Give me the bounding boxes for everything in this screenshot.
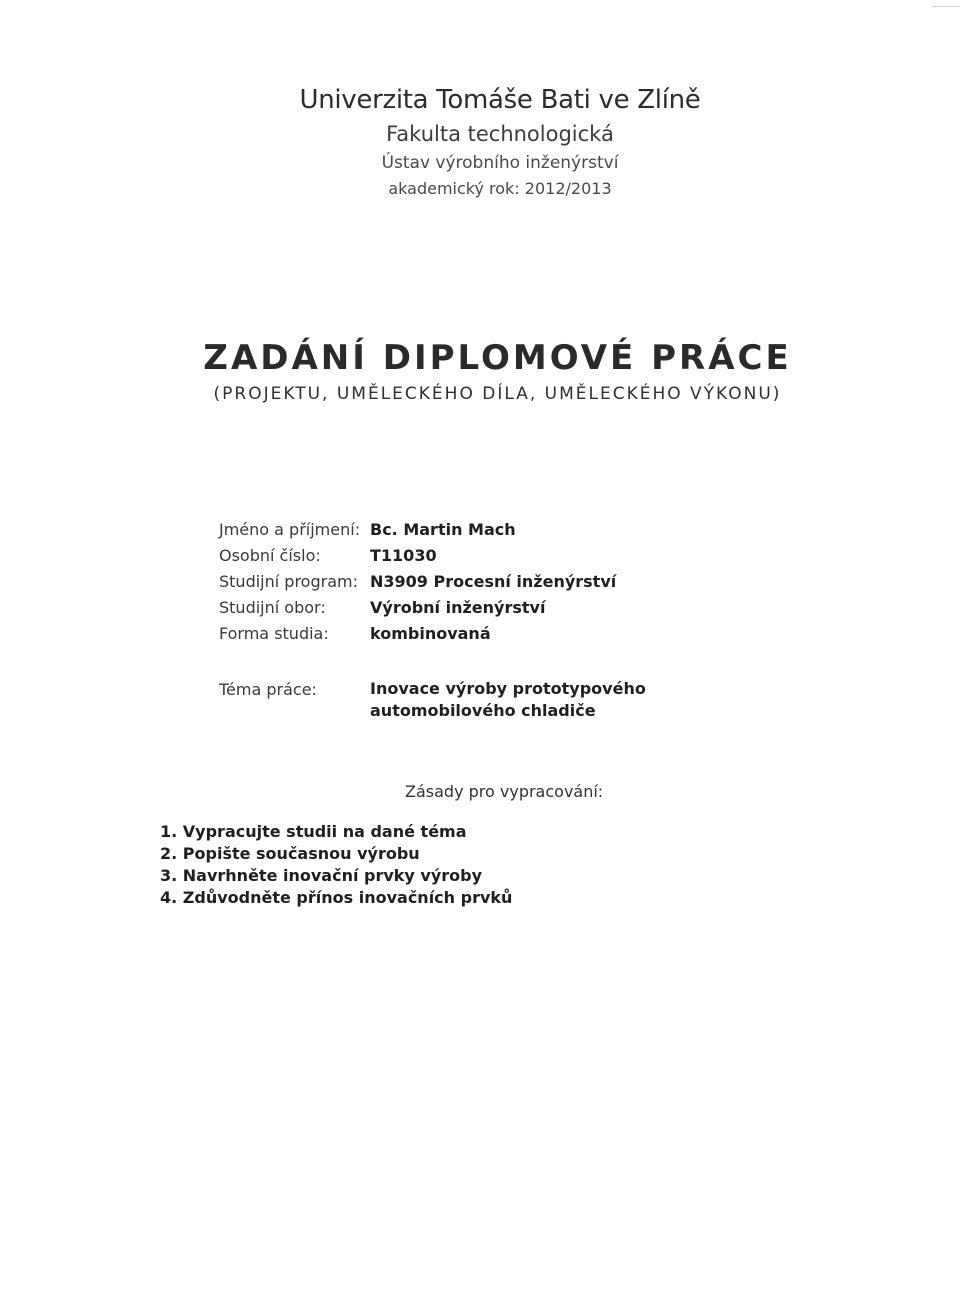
list-item: 2. Popište současnou výrobu: [160, 844, 420, 863]
document-subtitle: (PROJEKTU, UMĚLECKÉHO DÍLA, UMĚLECKÉHO VÝKONU): [213, 384, 782, 404]
topic-value: Inovace výroby prototypového automobilového chladiče: [370, 679, 646, 720]
field-value: Bc. Martin Mach: [370, 520, 516, 539]
institute-name: Ústav výrobního inženýrství: [381, 153, 619, 173]
university-name: Univerzita Tomáše Bati ve Zlíně: [299, 85, 701, 115]
topic-label: Téma práce:: [219, 680, 317, 699]
list-item: 3. Navrhněte inovační prvky výroby: [160, 866, 483, 885]
document-title: ZADÁNÍ DIPLOMOVÉ PRÁCE: [203, 338, 792, 378]
rules-list: [160, 821, 512, 909]
title-block: [0, 336, 960, 408]
document-header: [0, 82, 960, 202]
list-item: 1. Vypracujte studii na dané téma: [160, 822, 467, 841]
field-label: Studijní obor:: [219, 598, 326, 617]
field-value: kombinovaná: [370, 624, 491, 643]
field-label: Osobní číslo:: [219, 546, 321, 565]
field-value: T11030: [370, 546, 437, 565]
list-item: 4. Zdůvodněte přínos inovačních prvků: [160, 888, 513, 907]
field-label: Studijní program:: [219, 572, 358, 591]
scan-corner-mark: [932, 6, 960, 7]
rules-heading: Zásady pro vypracování:: [405, 782, 604, 801]
field-value: Výrobní inženýrství: [370, 598, 546, 617]
field-label: Jméno a příjmení:: [219, 520, 361, 539]
field-value: N3909 Procesní inženýrství: [370, 572, 617, 591]
field-label: Forma studia:: [219, 624, 329, 643]
academic-year: akademický rok: 2012/2013: [388, 179, 612, 198]
faculty-name: Fakulta technologická: [386, 122, 614, 146]
